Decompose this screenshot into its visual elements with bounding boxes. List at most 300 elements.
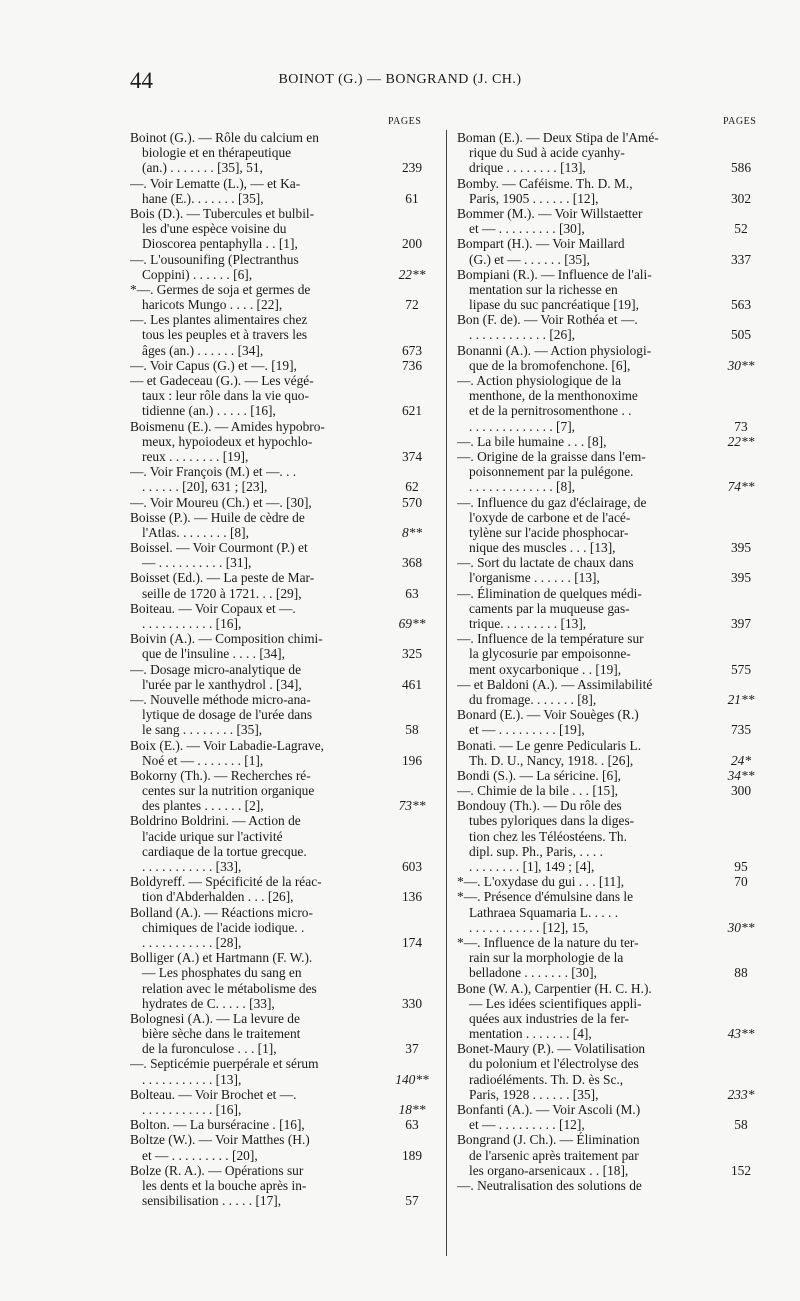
index-entry-line	[130, 1148, 436, 1163]
entry-text: Boldyreff. — Spécificité de la réac-	[130, 874, 322, 890]
index-entry-line	[457, 434, 765, 449]
page-reference: 21**	[727, 691, 755, 707]
index-entry-line	[130, 631, 436, 646]
entry-text: —. Élimination de quelques médi-	[457, 585, 642, 601]
page-reference: 368	[401, 555, 423, 571]
page-reference: 73	[734, 418, 748, 434]
index-entry-line	[457, 495, 765, 510]
entry-text: âges (an.) . . . . . . [34],	[142, 342, 264, 358]
index-entry-line	[130, 130, 436, 145]
entry-text: les d'une espèce voisine du	[142, 221, 287, 237]
entry-text: Boldrino Boldrini. — Action de	[130, 813, 301, 829]
entry-text: haricots Mungo . . . . [22],	[142, 297, 283, 313]
index-entry-line	[130, 1087, 436, 1102]
index-entry-line	[130, 1193, 436, 1208]
page-reference: 196	[401, 752, 423, 768]
index-entry-line	[457, 160, 765, 175]
page-reference: 152	[730, 1162, 752, 1178]
entry-text: Coppini) . . . . . . [6],	[142, 266, 253, 282]
entry-text: Boiteau. — Voir Copaux et —.	[130, 600, 296, 616]
entry-text: lipase du suc pancréatique [19],	[469, 297, 639, 313]
page-reference: 461	[401, 676, 423, 692]
index-entry-line	[130, 768, 436, 783]
entry-text: et — . . . . . . . . . [19],	[469, 722, 585, 738]
index-entry-line	[457, 570, 765, 585]
page-reference: 73**	[398, 798, 426, 814]
index-entry-line	[130, 829, 436, 844]
index-entry-line	[457, 677, 765, 692]
index-entry-line	[457, 874, 765, 889]
index-entry-line	[457, 555, 765, 570]
index-entry-line	[457, 403, 765, 418]
entry-text: et de la pernitrosomenthone . .	[469, 403, 632, 419]
index-entry-line	[457, 601, 765, 616]
index-entry-line	[130, 1041, 436, 1056]
page-reference: 37	[405, 1041, 419, 1057]
entry-text: hydrates de C. . . . . [33],	[142, 995, 275, 1011]
page-reference: 189	[401, 1147, 423, 1163]
entry-text: Bondi (S.). — La séricine. [6],	[457, 767, 621, 783]
entry-text: —. Action physiologique de la	[457, 373, 622, 388]
entry-text: Boix (E.). — Voir Labadie-Lagrave,	[130, 737, 324, 753]
entry-text: Bolognesi (A.). — La levure de	[130, 1010, 300, 1026]
entry-text: — . . . . . . . . . . [31],	[142, 555, 252, 571]
page-reference: 22**	[727, 433, 755, 449]
index-entry-line	[130, 813, 436, 828]
index-entry-line	[130, 662, 436, 677]
index-entry-line	[130, 692, 436, 707]
page-reference: 63	[405, 1117, 419, 1133]
entry-text: Bondouy (Th.). — Du rôle des	[457, 798, 622, 814]
entry-text: et — . . . . . . . . . [20],	[142, 1147, 258, 1163]
entry-text: hane (E.). . . . . . . [35],	[142, 190, 264, 206]
entry-text: biologie et en thérapeutique	[142, 145, 292, 161]
entry-text: Bongrand (J. Ch.). — Élimination	[457, 1132, 640, 1148]
index-entry-line	[457, 1117, 765, 1132]
index-entry-line	[130, 267, 436, 282]
page-reference: 95	[734, 859, 748, 874]
page-reference: 74**	[727, 479, 755, 495]
index-entry-line	[130, 646, 436, 661]
entry-text: (G.) et — . . . . . . [35],	[469, 251, 590, 267]
index-entry-line	[457, 510, 765, 525]
entry-text: Bolteau. — Voir Brochet et —.	[130, 1086, 297, 1102]
entry-text: du polonium et l'électrolyse des	[469, 1056, 639, 1072]
entry-text: Bommer (M.). — Voir Willstaetter	[457, 205, 643, 221]
index-entry-line	[457, 1148, 765, 1163]
page-reference: 300	[730, 783, 752, 799]
page-reference: 603	[401, 859, 423, 874]
page-reference: 61	[405, 190, 419, 206]
page-reference: 72	[405, 297, 419, 313]
page-reference: 673	[401, 342, 423, 358]
entry-text: Noé et — . . . . . . . [1],	[142, 752, 264, 768]
entry-text: Paris, 1928 . . . . . . [35],	[469, 1086, 599, 1102]
index-entry-line	[457, 252, 765, 267]
index-entry-line	[457, 889, 765, 904]
index-entry-line	[457, 464, 765, 479]
index-entry-line	[130, 586, 436, 601]
entry-text: Bois (D.). — Tubercules et bulbil-	[130, 205, 315, 221]
page-reference: 563	[730, 297, 752, 313]
index-entry-line	[130, 601, 436, 616]
page-reference: 325	[401, 646, 423, 662]
index-entry-line	[457, 479, 765, 494]
index-entry-line	[130, 1026, 436, 1041]
entry-text: l'oxyde de carbone et de l'acé-	[469, 509, 631, 525]
index-entry-line	[130, 327, 436, 342]
page-reference: 70	[734, 874, 748, 890]
index-entry-line	[457, 267, 765, 282]
index-entry-line	[457, 813, 765, 828]
index-entry-line	[130, 373, 436, 388]
entry-text: —. Voir Capus (G.) et —. [19],	[130, 357, 297, 373]
index-entry-line	[130, 1072, 436, 1087]
index-entry-line	[457, 586, 765, 601]
index-entry-line	[130, 540, 436, 555]
page-reference: 8**	[401, 524, 423, 540]
entry-text: *—. L'oxydase du gui . . . [11],	[457, 874, 625, 890]
entry-text: et — . . . . . . . . . [12],	[469, 1117, 585, 1133]
entry-text: cardiaque de la tortue grecque.	[142, 843, 307, 859]
index-entry-line	[457, 692, 765, 707]
index-entry-line	[457, 130, 765, 145]
index-entry-line	[457, 905, 765, 920]
entry-text: —. Voir François (M.) et —. . .	[130, 464, 297, 480]
entry-text: —. Influence de la température sur	[457, 631, 644, 647]
page-reference: 69**	[398, 616, 426, 631]
page-reference: 34**	[727, 767, 755, 783]
index-entry-line	[130, 343, 436, 358]
entry-text: — Les phosphates du sang en	[142, 965, 302, 981]
entry-text: et — . . . . . . . . . [30],	[469, 221, 585, 237]
entry-text: *—. Influence de la nature du ter-	[457, 934, 639, 950]
entry-text: Bolton. — La burséracine . [16],	[130, 1117, 305, 1133]
index-entry-line	[457, 1102, 765, 1117]
entry-text: —. Voir Moureu (Ch.) et —. [30],	[130, 494, 312, 510]
index-entry-line	[130, 449, 436, 464]
page-reference: 586	[730, 160, 752, 176]
index-entry-line	[457, 844, 765, 859]
page-reference: 575	[730, 661, 752, 677]
entry-text: ment oxycarbonique . . [19],	[469, 661, 622, 677]
index-entry-line	[130, 950, 436, 965]
page-number: 44	[130, 68, 153, 93]
index-entry-line	[130, 965, 436, 980]
entry-text: Lathraea Squamaria L. . . . .	[469, 904, 619, 920]
entry-text: Boltze (W.). — Voir Matthes (H.)	[130, 1132, 310, 1148]
index-entry-line	[457, 449, 765, 464]
page-reference: 57	[405, 1193, 419, 1209]
index-entry-line	[457, 965, 765, 980]
index-entry-line	[457, 783, 765, 798]
index-entry-line	[457, 206, 765, 221]
entry-text: Dioscorea pentaphylla . . [1],	[142, 236, 298, 252]
index-entry-line	[457, 540, 765, 555]
entry-text: tidienne (an.) . . . . . [16],	[142, 403, 276, 419]
index-entry-line	[130, 722, 436, 737]
entry-text: que de la bromofenchone. [6],	[469, 357, 631, 373]
entry-text: —. Influence du gaz d'éclairage, de	[457, 494, 647, 510]
page-reference: 52	[734, 221, 748, 237]
index-entry-line	[130, 753, 436, 768]
index-entry-line	[457, 981, 765, 996]
page-reference: 136	[401, 889, 423, 905]
index-entry-line	[457, 525, 765, 540]
entry-text: Paris, 1905 . . . . . . [12],	[469, 190, 599, 206]
index-entry-line	[130, 707, 436, 722]
entry-text: —. Nouvelle méthode micro-ana-	[130, 691, 311, 707]
page-reference: 30**	[727, 357, 755, 373]
entry-text: . . . . . . . . . . . . [26],	[469, 327, 576, 343]
index-entry-line	[130, 1132, 436, 1147]
entry-text: relation avec le métabolisme des	[142, 980, 317, 996]
entry-text: trique. . . . . . . . . [13],	[469, 616, 587, 631]
page-reference: 621	[401, 403, 423, 419]
entry-text: Boman (E.). — Deux Stipa de l'Amé-	[457, 130, 659, 145]
index-entry-line	[457, 1178, 765, 1193]
entry-text: . . . . . . [20], 631 ; [23],	[142, 479, 268, 495]
entry-text: le sang . . . . . . . . [35],	[142, 722, 263, 738]
index-entry-line	[457, 920, 765, 935]
index-entry-line	[130, 1011, 436, 1026]
entry-text: . . . . . . . . . . . [16],	[142, 1102, 242, 1117]
index-entry-line	[457, 419, 765, 434]
entry-text: . . . . . . . . . . . [33],	[142, 859, 242, 874]
index-entry-line	[457, 297, 765, 312]
page-reference: 337	[730, 251, 752, 267]
entry-text: tubes pyloriques dans la diges-	[469, 813, 635, 829]
index-entry-line	[130, 798, 436, 813]
entry-text: bière sèche dans le traitement	[142, 1026, 301, 1042]
entry-text: — et Gadeceau (G.). — Les végé-	[130, 373, 314, 388]
index-entry-line	[457, 343, 765, 358]
index-entry-line	[130, 996, 436, 1011]
entry-text: l'acide urique sur l'activité	[142, 828, 283, 844]
page-reference: 239	[401, 160, 423, 176]
pages-label-right: PAGES	[723, 116, 757, 127]
index-entry-line	[457, 176, 765, 191]
index-entry-line	[130, 282, 436, 297]
page-reference: 200	[401, 236, 423, 252]
page-reference: 43**	[727, 1026, 755, 1042]
index-entry-line	[457, 191, 765, 206]
index-entry-line	[457, 145, 765, 160]
index-entry-line	[130, 312, 436, 327]
entry-text: —. Sort du lactate de chaux dans	[457, 555, 634, 571]
entry-text: —. Dosage micro-analytique de	[130, 661, 302, 677]
index-entry-line	[457, 312, 765, 327]
entry-text: sensibilisation . . . . . [17],	[142, 1193, 282, 1209]
index-entry-line	[457, 236, 765, 251]
index-entry-line	[130, 1178, 436, 1193]
entry-text: Bonanni (A.). — Action physiologi-	[457, 342, 652, 358]
page-reference: 395	[730, 570, 752, 586]
entry-text: . . . . . . . . [1], 149 ; [4],	[469, 859, 595, 874]
page-reference: 88	[734, 965, 748, 981]
index-entry-line	[130, 160, 436, 175]
index-entry-line	[130, 677, 436, 692]
entry-text: — Les idées scientifiques appli-	[469, 995, 642, 1011]
index-entry-line	[130, 935, 436, 950]
entry-text: —. La bile humaine . . . [8],	[457, 433, 607, 449]
entry-text: Bokorny (Th.). — Recherches ré-	[130, 767, 311, 783]
entry-text: Boisse (P.). — Huile de cèdre de	[130, 509, 305, 525]
index-entry-line	[457, 1132, 765, 1147]
page-reference: 736	[401, 357, 423, 373]
entry-text: Bolliger (A.) et Hartmann (F. W.).	[130, 950, 313, 966]
index-entry-line	[457, 829, 765, 844]
entry-text: Boissel. — Voir Courmont (P.) et	[130, 540, 308, 556]
page-reference: 735	[730, 722, 752, 738]
page-reference: 58	[405, 722, 419, 738]
page-reference: 505	[730, 327, 752, 343]
page-reference: 374	[401, 448, 423, 464]
index-entry-line	[130, 358, 436, 373]
entry-text: . . . . . . . . . . . [13],	[142, 1071, 242, 1087]
entry-text: Boisset (Ed.). — La peste de Mar-	[130, 570, 315, 586]
page-reference: 397	[730, 616, 752, 631]
entry-text: Bonfanti (A.). — Voir Ascoli (M.)	[457, 1102, 641, 1117]
entry-text: *—. Germes de soja et germes de	[130, 281, 311, 297]
index-entry-line	[130, 920, 436, 935]
page-reference: 58	[734, 1117, 748, 1133]
entry-text: drique . . . . . . . . [13],	[469, 160, 586, 176]
entry-text: *—. Présence d'émulsine dans le	[457, 889, 634, 905]
index-entry-line	[457, 996, 765, 1011]
index-entry-line	[457, 358, 765, 373]
index-entry-line	[130, 388, 436, 403]
entry-text: . . . . . . . . . . . [12], 15,	[469, 919, 589, 935]
index-entry-line	[457, 768, 765, 783]
entry-text: l'Atlas. . . . . . . . [8],	[142, 524, 249, 540]
index-entry-line	[130, 905, 436, 920]
index-entry-line	[457, 646, 765, 661]
entry-text: centes sur la nutrition organique	[142, 783, 315, 799]
index-entry-line	[130, 145, 436, 160]
entry-text: radioéléments. Th. D. ès Sc.,	[469, 1071, 624, 1087]
entry-text: Bonard (E.). — Voir Souèges (R.)	[457, 707, 639, 723]
index-entry-line	[130, 191, 436, 206]
index-entry-line	[130, 236, 436, 251]
entry-text: —. Voir Lematte (L.), — et Ka-	[130, 175, 301, 191]
index-entry-line	[130, 176, 436, 191]
index-entry-line	[457, 1056, 765, 1071]
entry-text: Bompiani (R.). — Influence de l'ali-	[457, 266, 652, 282]
index-entry-line	[457, 1026, 765, 1041]
entry-text: Bomby. — Caféisme. Th. D. M.,	[457, 175, 633, 191]
index-entry-line	[130, 783, 436, 798]
index-entry-line	[130, 844, 436, 859]
index-entry-line	[130, 495, 436, 510]
column-divider	[446, 130, 447, 1256]
page-reference: 140**	[395, 1071, 429, 1087]
entry-text: Bone (W. A.), Carpentier (H. C. H.).	[457, 980, 652, 996]
entry-text: meux, hypoiodeux et hypochlo-	[142, 433, 313, 449]
entry-text: caments par la muqueuse gas-	[469, 600, 630, 616]
index-entry-line	[457, 616, 765, 631]
index-entry-line	[130, 616, 436, 631]
index-entry-line	[130, 206, 436, 221]
index-entry-line	[130, 464, 436, 479]
index-entry-line	[457, 388, 765, 403]
index-entry-line	[457, 738, 765, 753]
index-entry-line	[457, 1011, 765, 1026]
pages-label-left: PAGES	[388, 116, 422, 127]
entry-text: tylène sur l'acide phosphocar-	[469, 524, 629, 540]
entry-text: Bonet-Maury (P.). — Volatilisation	[457, 1041, 646, 1057]
entry-text: Bolland (A.). — Réactions micro-	[130, 904, 313, 920]
entry-text: chimiques de l'acide iodique. .	[142, 919, 305, 935]
entry-text: l'urée par le xanthydrol . [34],	[142, 676, 302, 692]
index-entry-line	[130, 738, 436, 753]
entry-text: . . . . . . . . . . . . . [8],	[469, 479, 576, 495]
index-entry-line	[457, 722, 765, 737]
page-reference: 18**	[398, 1102, 426, 1117]
index-entry-line	[457, 1072, 765, 1087]
index-entry-line	[457, 221, 765, 236]
index-entry-line	[130, 479, 436, 494]
entry-text: (an.) . . . . . . . [35], 51,	[142, 160, 263, 176]
index-entry-line	[130, 1056, 436, 1071]
entry-text: la glycosurie par empoisonne-	[469, 646, 631, 662]
entry-text: Boismenu (E.). — Amides hypobro-	[130, 418, 325, 434]
index-entry-line	[130, 1163, 436, 1178]
index-entry-line	[457, 950, 765, 965]
page-reference: 330	[401, 995, 423, 1011]
entry-text: du fromage. . . . . . . [8],	[469, 691, 597, 707]
entry-text: . . . . . . . . . . . [28],	[142, 934, 242, 950]
entry-text: Bompart (H.). — Voir Maillard	[457, 236, 625, 252]
entry-text: —. Les plantes alimentaires chez	[130, 312, 308, 328]
entry-text: Bonati. — Le genre Pedicularis L.	[457, 737, 642, 753]
entry-text: rique du Sud à acide cyanhy-	[469, 145, 625, 161]
page-reference: 233*	[727, 1086, 755, 1102]
index-entry-line	[457, 327, 765, 342]
index-entry-line	[130, 889, 436, 904]
entry-text: Bon (F. de). — Voir Rothéa et —.	[457, 312, 638, 328]
index-entry-line	[457, 859, 765, 874]
page-reference: 24*	[730, 752, 752, 768]
entry-text: —. L'ousounifing (Plectranthus	[130, 251, 299, 267]
entry-text: Boivin (A.). — Composition chimi-	[130, 631, 323, 647]
entry-text: seille de 1720 à 1721. . . [29],	[142, 585, 302, 601]
entry-text: menthone, de la menthonoxime	[469, 388, 638, 404]
page-reference: 174	[401, 934, 423, 950]
page-reference: 395	[730, 540, 752, 556]
entry-text: — et Baldoni (A.). — Assimilabilité	[457, 676, 653, 692]
page-reference: 570	[401, 494, 423, 510]
entry-text: —. Neutralisation des solutions de	[457, 1177, 642, 1193]
index-entry-line	[457, 1041, 765, 1056]
index-entry-line	[130, 525, 436, 540]
entry-text: mentation sur la richesse en	[469, 281, 618, 297]
index-entry-line	[130, 403, 436, 418]
entry-text: Th. D. U., Nancy, 1918. . [26],	[469, 752, 634, 768]
entry-text: les organo-arsenicaux . . [18],	[469, 1162, 629, 1178]
entry-text: . . . . . . . . . . . [16],	[142, 616, 242, 631]
page-reference: 63	[405, 585, 419, 601]
entry-text: mentation . . . . . . . [4],	[469, 1026, 592, 1042]
entry-text: —. Chimie de la bile . . . [15],	[457, 783, 619, 799]
index-entry-line	[130, 434, 436, 449]
entry-text: que de l'insuline . . . . [34],	[142, 646, 285, 662]
index-entry-line	[457, 662, 765, 677]
entry-text: . . . . . . . . . . . . . [7],	[469, 418, 576, 434]
entry-text: l'organisme . . . . . . [13],	[469, 570, 600, 586]
index-entry-line	[457, 282, 765, 297]
index-entry-line	[130, 1117, 436, 1132]
